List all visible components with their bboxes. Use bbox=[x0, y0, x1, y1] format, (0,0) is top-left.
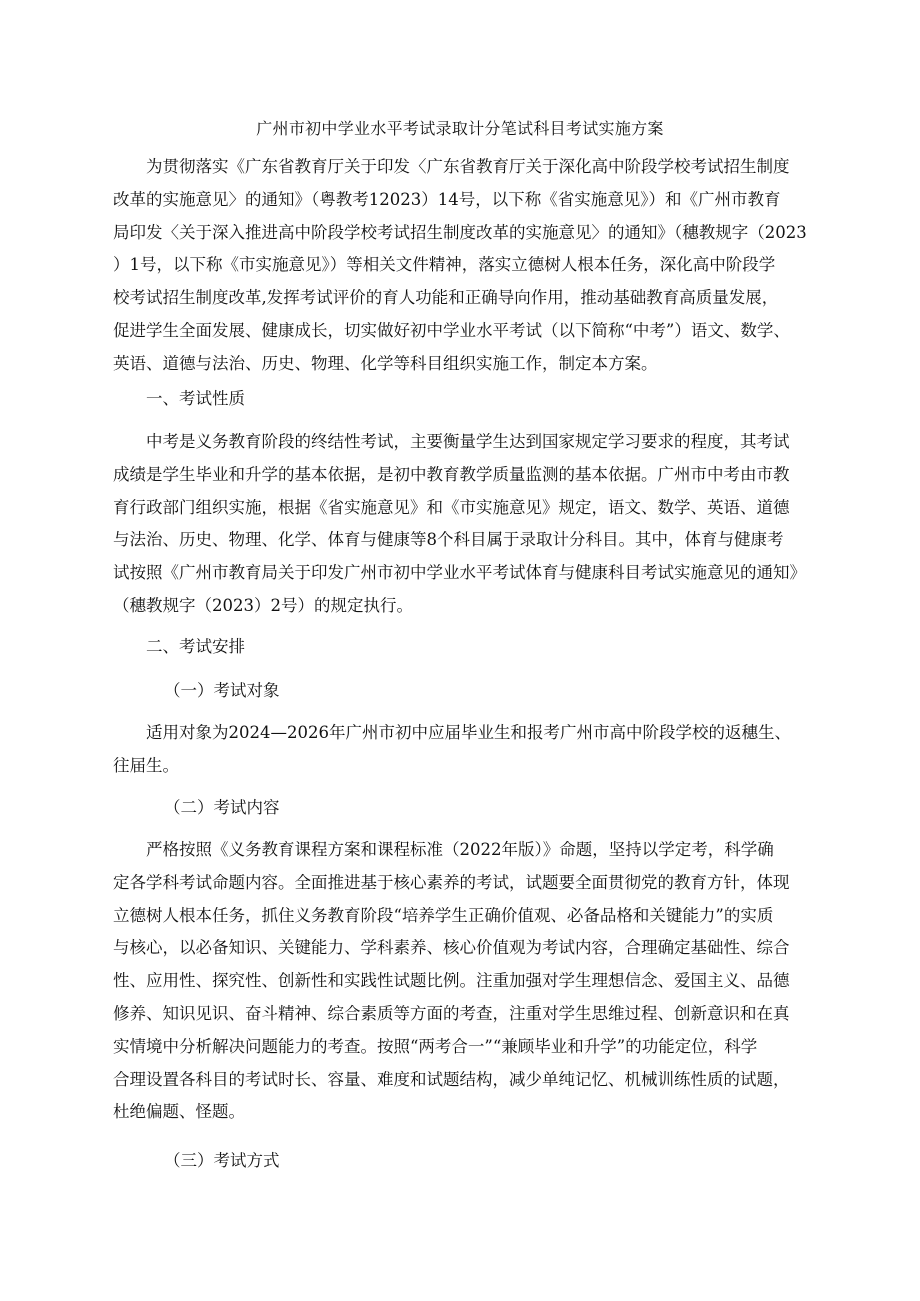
paragraph-line: 适用对象为2024—2026年广州市初中应届毕业生和报考广州市高中阶段学校的返穗生、 bbox=[146, 723, 791, 742]
nature-paragraph bbox=[113, 426, 815, 623]
paragraph-line: 校考试招生制度改革,发挥考试评价的育人功能和正确导向作用，推动基础教育高质量发展， bbox=[113, 288, 779, 308]
section-heading-nature: 一、考试性质 bbox=[146, 389, 245, 408]
paragraph-line: 与法治、历史、物理、化学、体育与健康等8个科目属于录取计分科目。其中，体育与健康考 bbox=[113, 530, 784, 550]
paragraph-line: （穗教规字（2023）2号）的规定执行。 bbox=[113, 595, 413, 615]
intro-paragraph bbox=[113, 151, 815, 381]
paragraph-line: 性、应用性、探究性、创新性和实践性试题比例。注重加强对学生理想信念、爱国主义、品德 bbox=[113, 971, 790, 991]
subsection-heading-candidates: （一）考试对象 bbox=[164, 681, 280, 700]
subsection-heading-content: （二）考试内容 bbox=[164, 798, 280, 817]
candidates-paragraph bbox=[113, 717, 815, 783]
section-heading-arrangement: 二、考试安排 bbox=[146, 637, 245, 656]
paragraph-line: ）1号，以下称《市实施意见》）等相关文件精神，落实立德树人根本任务，深化高中阶段学 bbox=[113, 255, 776, 275]
paragraph-line: 英语、道德与法治、历史、物理、化学等科目组织实施工作，制定本方案。 bbox=[113, 353, 658, 373]
paragraph-line: 成绩是学生毕业和升学的基本依据，是初中教育教学质量监测的基本依据。广州市中考由市教 bbox=[113, 464, 790, 484]
subsection-heading-method: （三）考试方式 bbox=[164, 1151, 280, 1170]
paragraph-line: 试按照《广州市教育局关于印发广州市初中学业水平考试体育与健康科目考试实施意见的通知》 bbox=[113, 563, 806, 583]
paragraph-line: 与核心，以必备知识、关键能力、学科素养、核心价值观为考试内容，合理确定基础性、综合 bbox=[113, 938, 790, 958]
document-title: 广州市初中学业水平考试录取计分笔试科目考试实施方案 bbox=[256, 119, 664, 138]
paragraph-line: 为贯彻落实《广东省教育厅关于印发〈广东省教育厅关于深化高中阶段学校考试招生制度 bbox=[146, 157, 790, 176]
paragraph-line: 实情境中分析解决问题能力的考查。按照“两考合一”“兼顾毕业和升学”的功能定位，科学 bbox=[113, 1036, 758, 1056]
paragraph-line: 定各学科考试命题内容。全面推进基于核心素养的考试，试题要全面贯彻党的教育方针，体现 bbox=[113, 872, 790, 892]
paragraph-line: 中考是义务教育阶段的终结性考试，主要衡量学生达到国家规定学习要求的程度，其考试 bbox=[146, 432, 790, 451]
paragraph-line: 修养、知识见识、奋斗精神、综合素质等方面的考查，注重对学生思维过程、创新意识和在真 bbox=[113, 1003, 790, 1023]
paragraph-line: 改革的实施意见〉的通知》（粤教考12023）14号，以下称《省实施意见》）和《广州市教育 bbox=[113, 189, 781, 209]
paragraph-line: 合理设置各科目的考试时长、容量、难度和试题结构，减少单纯记忆、机械训练性质的试题， bbox=[113, 1069, 790, 1089]
paragraph-line: 严格按照《义务教育课程方案和课程标准（2022年版）》命题，坚持以学定考，科学确 bbox=[146, 840, 774, 859]
paragraph-line: 立德树人根本任务，抓住义务教育阶段“培养学生正确价值观、必备品格和关键能力”的实质 bbox=[113, 905, 774, 925]
content-paragraph bbox=[113, 834, 815, 1129]
paragraph-line: 往届生。 bbox=[113, 755, 179, 775]
paragraph-line: 杜绝偏题、怪题。 bbox=[113, 1102, 245, 1122]
paragraph-line: 促进学生全面发展、健康成长，切实做好初中学业水平考试（以下简称“中考”）语文、数学、 bbox=[113, 320, 790, 340]
paragraph-line: 育行政部门组织实施，根据《省实施意见》和《市实施意见》规定，语文、数学、英语、道德 bbox=[113, 497, 790, 517]
paragraph-line: 局印发〈关于深入推进高中阶段学校考试招生制度改革的实施意见〉的通知》（穗教规字（2023 bbox=[113, 222, 807, 242]
